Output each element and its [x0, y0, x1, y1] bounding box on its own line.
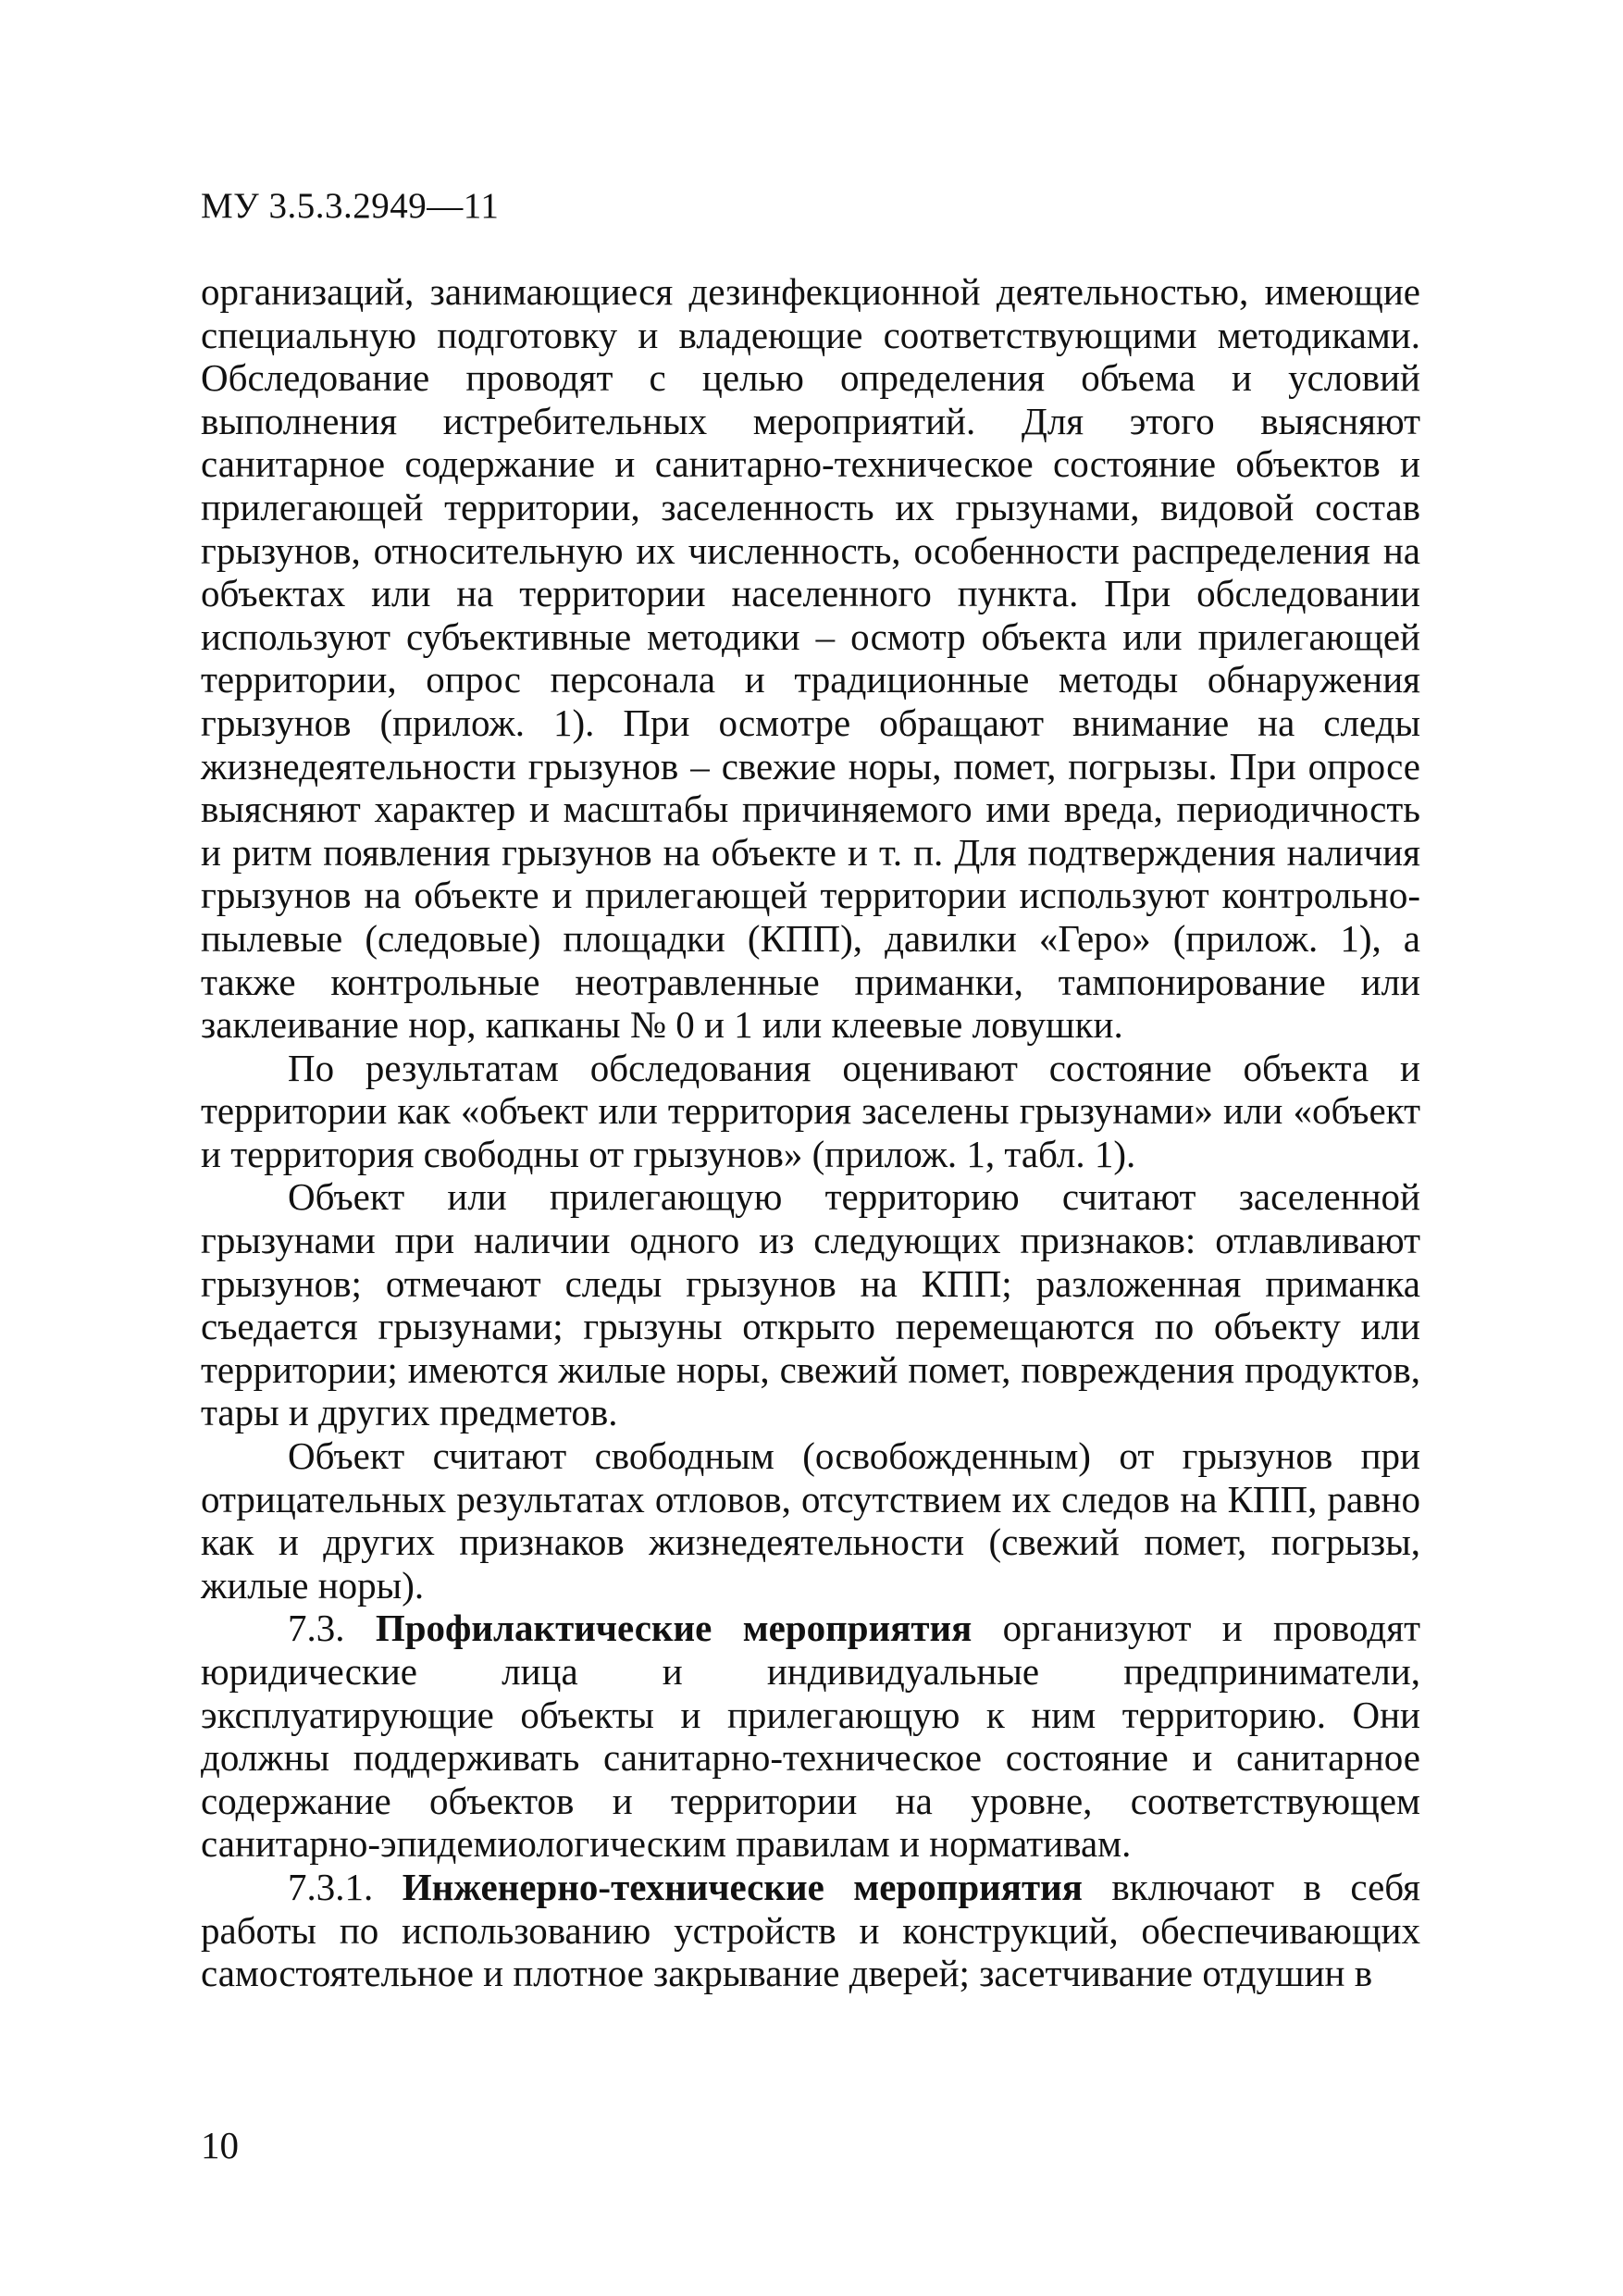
paragraph: [201, 1434, 1420, 1607]
paragraph-text: По результатам обследования оценивают состояние объекта и территории как «объект или территория заселены грызунами» или «объект и территория свободны от грызунов» (прилож. 1, табл. 1).: [201, 1046, 1420, 1175]
paragraph-text: 7.3.1.: [288, 1865, 403, 1908]
paragraph-text: Объект или прилегающую территорию считают заселенной грызунами при наличии одного из следующих признаков: отлавливают грызунов; отмечают следы грызунов на КПП; разложенная приманка съедается грызунами; грызуны открыто перемещаются по объекту или территории; имеются жилые норы, свежий помет, повреждения продуктов, тары и других предметов.: [201, 1175, 1420, 1434]
document-code-header: МУ 3.5.3.2949—11: [201, 186, 500, 226]
paragraph: [201, 1175, 1420, 1434]
paragraph: [201, 270, 1420, 1047]
bold-heading-text: Инженерно-технические мероприятия: [402, 1865, 1083, 1908]
paragraph: [201, 1607, 1420, 1866]
paragraph-text: 7.3.: [288, 1607, 376, 1650]
paragraph-text: организаций, занимающиеся дезинфекционной деятельностью, имеющие специальную подготовку и владеющие соответствующими методиками. Обследование проводят с целью определения объема и условий выполнения истребительных мероприятий. Для этого выясняют санитарное содержание и санитарно-техническое состояние объектов и прилегающей территории, заселенность их грызунами, видовой состав грызунов, относительную их численность, особенности распределения на объектах или на территории населенного пункта. При обследовании используют субъективные методики – осмотр объекта или прилегающей территории, опрос персонала и традиционные методы обнаружения грызунов (прилож. 1). При осмотре обращают внимание на следы жизнедеятельности грызунов – свежие норы, помет, погрызы. При опросе выясняют характер и масштабы причиняемого ими вреда, периодичность и ритм появления грызунов на объекте и т. п. Для подтверждения наличия грызунов на объекте и прилегающей территории используют контрольно-пылевые (следовые) площадки (КПП), давилки «Геро» (прилож. 1), а также контрольные неотравленные приманки, тампонирование или заклеивание нор, капканы № 0 и 1 или клеевые ловушки.: [201, 270, 1420, 1047]
paragraph-text: включают в себя работы по использованию устройств и конструкций, обеспечивающих самостоятельное и плотное закрывание дверей; засетчивание отдушин в: [201, 1865, 1420, 1995]
paragraph-text: Объект считают свободным (освобожденным) от грызунов при отрицательных результатах отловов, отсутствием их следов на КПП, равно как и других признаков жизнедеятельности (свежий помет, погрызы, жилые норы).: [201, 1434, 1420, 1607]
paragraph: [201, 1866, 1420, 1995]
paragraph: [201, 1047, 1420, 1176]
paragraph-text: организуют и проводят юридические лица и индивидуальные предприниматели, эксплуатирующие объекты и прилегающую к ним территорию. Они должны поддерживать санитарно-техническое состояние и санитарное содержание объектов и территории на уровне, соответствующем санитарно-эпидемиологическим правилам и нормативам.: [201, 1607, 1421, 1866]
body-text: [201, 270, 1420, 1995]
page-number: 10: [201, 2124, 239, 2166]
bold-heading-text: Профилактические мероприятия: [375, 1607, 973, 1650]
